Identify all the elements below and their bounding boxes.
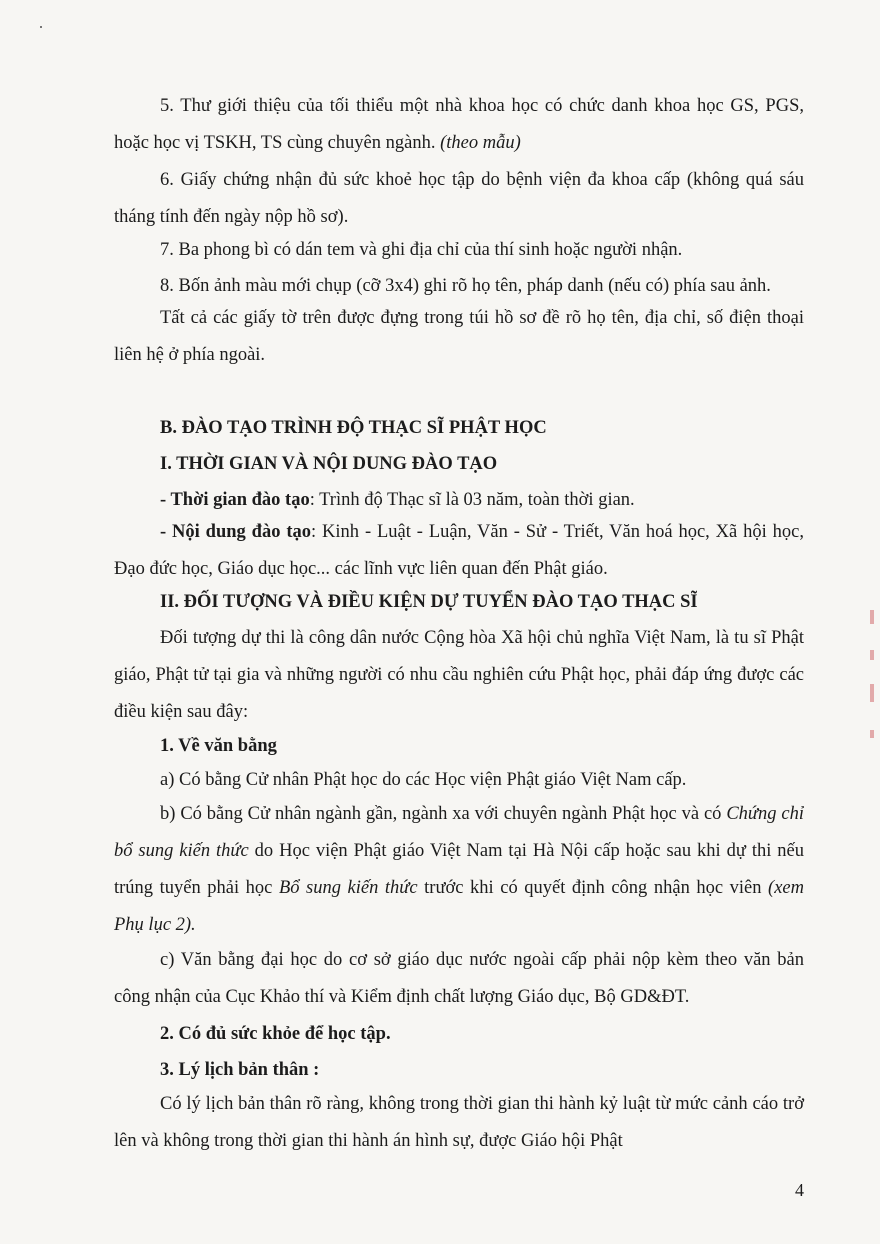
margin-stamp-edge bbox=[866, 610, 878, 760]
time-paragraph: - Thời gian đào tạo: Trình độ Thạc sĩ là 03 năm, toàn thời gian. bbox=[160, 490, 635, 510]
list-item-8: 8. Bốn ảnh màu mới chụp (cỡ 3x4) ghi rõ họ tên, pháp danh (nếu có) phía sau ảnh. bbox=[160, 276, 771, 296]
sub1-b: b) Có bằng Cử nhân ngành gần, ngành xa với chuyên ngành Phật học và có Chứng chỉ bổ sung kiến thức do Học viện Phật giáo Việt Nam tại Hà Nội cấp hoặc sau khi dự thi nếu trúng tuyển phải học Bổ sung kiến thức trước khi có quyết định công nhận học viên (xem Phụ lục 2). bbox=[114, 804, 804, 935]
italic-note: (theo mẫu) bbox=[440, 133, 521, 153]
sub3-text: Có lý lịch bản thân rõ ràng, không trong thời gian thi hành kỷ luật từ mức cảnh cáo trở lên và không trong thời gian thi hành án hình sự, được Giáo hội Phật bbox=[114, 1094, 804, 1151]
sub1-c: c) Văn bằng đại học do cơ sở giáo dục nước ngoài cấp phải nộp kèm theo văn bản công nhận của Cục Khảo thí và Kiểm định chất lượng Giáo dục, Bộ GD&ĐT. bbox=[114, 950, 804, 1007]
time-label: - Thời gian đào tạo bbox=[160, 490, 310, 510]
list-item-5: 5. Thư giới thiệu của tối thiểu một nhà khoa học có chức danh khoa học GS, PGS, hoặc học vị TSKH, TS cùng chuyên ngành. (theo mẫu) bbox=[114, 96, 804, 153]
sub1-a: a) Có bằng Cử nhân Phật học do các Học viện Phật giáo Việt Nam cấp. bbox=[160, 770, 687, 790]
scan-speck bbox=[40, 26, 42, 28]
sub3-title: 3. Lý lịch bản thân : bbox=[160, 1060, 320, 1080]
closing-paragraph: Tất cả các giấy tờ trên được đựng trong túi hồ sơ đề rõ họ tên, địa chỉ, số điện thoại liên hệ ở phía ngoài. bbox=[114, 308, 804, 365]
list-item-6: 6. Giấy chứng nhận đủ sức khoẻ học tập do bệnh viện đa khoa cấp (không quá sáu tháng tính đến ngày nộp hồ sơ). bbox=[114, 170, 804, 227]
list-item-7: 7. Ba phong bì có dán tem và ghi địa chỉ của thí sinh hoặc người nhận. bbox=[160, 240, 683, 260]
sub1-title: 1. Về văn bằng bbox=[160, 736, 277, 756]
sub2-title: 2. Có đủ sức khỏe để học tập. bbox=[160, 1024, 391, 1044]
part2-intro: Đối tượng dự thi là công dân nước Cộng hòa Xã hội chủ nghĩa Việt Nam, là tu sĩ Phật giáo, Phật tử tại gia và những người có nhu cầu nghiên cứu Phật học, phải đáp ứng được các điều kiện sau đây: bbox=[114, 628, 804, 722]
content-paragraph: - Nội dung đào tạo: Kinh - Luật - Luận, Văn - Sử - Triết, Văn hoá học, Xã hội học, Đạo đức học, Giáo dục học... các lĩnh vực liên quan đến Phật giáo. bbox=[114, 522, 804, 579]
part1-title: I. THỜI GIAN VÀ NỘI DUNG ĐÀO TẠO bbox=[160, 454, 498, 474]
part2-title: II. ĐỐI TƯỢNG VÀ ĐIỀU KIỆN DỰ TUYỂN ĐÀO TẠO THẠC SĨ bbox=[160, 592, 698, 612]
content-label: - Nội dung đào tạo bbox=[160, 522, 312, 542]
page-number: 4 bbox=[795, 1180, 804, 1200]
section-b-title: B. ĐÀO TẠO TRÌNH ĐỘ THẠC SĨ PHẬT HỌC bbox=[160, 418, 547, 438]
